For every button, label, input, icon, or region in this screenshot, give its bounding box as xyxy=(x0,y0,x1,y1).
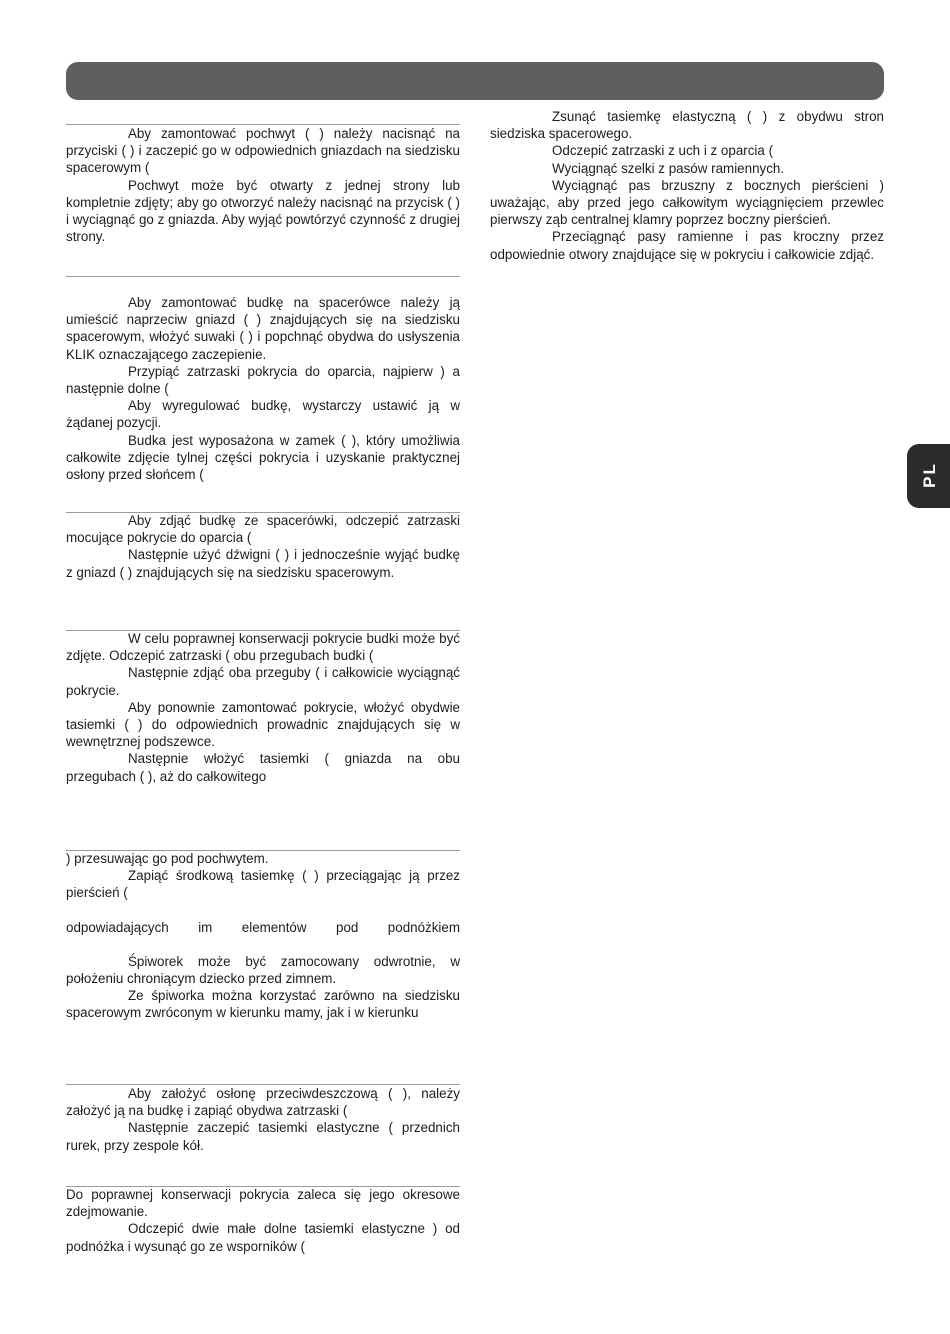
paragraph: Aby zamontować pochwyt ( ) należy nacisnąć na przyciski ( ) i zaczepić go w odpowiednich gniazdach na siedzisku spacerowym ( xyxy=(66,126,460,176)
paragraph: Do poprawnej konserwacji pokrycia zaleca się jego okresowe zdejmowanie. xyxy=(66,1187,460,1220)
paragraph: Aby wyregulować budkę, wystarczy ustawić ją w żądanej pozycji. xyxy=(66,398,460,431)
section-handlebar xyxy=(66,125,460,245)
paragraph: Przeciągnąć pasy ramienne i pas kroczny przez odpowiednie otwory znajdujące się w pokryciu i całkowicie zdjąć. xyxy=(490,229,884,262)
paragraph: Aby zamontować budkę na spacerówce należy ją umieścić naprzeciw gniazd ( ) znajdujących się na siedzisku spacerowym, włożyć suwaki ( ) i popchnąć obydwa do usłyszenia KLIK oznaczającego zaczepienie. xyxy=(66,295,460,362)
section-seat-cover-continued xyxy=(490,108,884,263)
blank-line xyxy=(66,902,460,919)
paragraph: ) przesuwając go pod pochwytem. xyxy=(66,851,269,866)
paragraph: Następnie użyć dźwigni ( ) i jednocześnie wyjąć budkę z gniazd ( ) znajdujących się na siedzisku spacerowym. xyxy=(66,547,460,580)
paragraph: Następnie włożyć tasiemki ( gniazda na obu przegubach ( ), aż do całkowitego xyxy=(66,751,460,784)
paragraph: Aby założyć osłonę przeciwdeszczową ( ), należy założyć ją na budkę i zapiąć obydwa zatrzaski ( xyxy=(66,1086,460,1119)
paragraph: Odczepić dwie małe dolne tasiemki elastyczne ) od podnóżka i wysunąć go ze wsporników ( xyxy=(66,1221,460,1254)
paragraph: Przypiąć zatrzaski pokrycia do oparcia, najpierw ) a następnie dolne ( xyxy=(66,363,460,397)
language-tab-label: PL xyxy=(920,462,939,488)
section-hood-mount xyxy=(66,294,460,483)
paragraph: odpowiadających im elementów pod podnóżkiem xyxy=(66,919,460,935)
paragraph: Następnie zaczepić tasiemki elastyczne ( przednich rurek, przy zespole kół. xyxy=(66,1120,460,1153)
paragraph: Budka jest wyposażona w zamek ( ), który umożliwia całkowite zdjęcie tylnej części pokrycia i uzyskanie praktycznej osłony przed słońcem ( xyxy=(66,432,460,483)
section-hood-cover xyxy=(66,630,460,785)
paragraph: Odczepić zatrzaski z uch i z oparcia ( xyxy=(552,143,774,159)
section-divider xyxy=(66,276,460,277)
paragraph: Zapiąć środkową tasiemkę ( ) przeciągając ją przez pierścień ( xyxy=(66,868,460,901)
paragraph: Wyciągnąć pas brzuszny z bocznych pierścieni ) uważając, aby przed jego całkowitym wyciągnięciem przewlec pierwszy ząb centralnej klamry poprzez boczny pierścień. xyxy=(490,177,884,228)
section-seat-cover xyxy=(66,1186,460,1255)
paragraph: Zsunąć tasiemkę elastyczną ( ) z obydwu stron siedziska spacerowego. xyxy=(490,109,884,142)
header-bar xyxy=(66,62,884,100)
paragraph: W celu poprawnej konserwacji pokrycie budki może być zdjęte. Odczepić zatrzaski ( obu przegubach budki ( xyxy=(66,631,460,664)
language-tab xyxy=(907,444,950,508)
blank-line xyxy=(66,936,460,953)
paragraph: Następnie zdjąć oba przeguby ( i całkowicie wyciągnąć pokrycie. xyxy=(66,665,460,698)
paragraph: Wyciągnąć szelki z pasów ramiennych. xyxy=(552,160,785,176)
paragraph: Ze śpiworka można korzystać zarówno na siedzisku spacerowym zwróconym w kierunku mamy, jak i w kierunku xyxy=(66,988,460,1021)
paragraph: Pochwyt może być otwarty z jednej strony lub kompletnie zdjęty; aby go otworzyć należy nacisnąć na przycisk ( ) i wyciągnąć go z gniazda. Aby wyjąć powtórzyć czynność z drugiej strony. xyxy=(66,177,460,245)
paragraph: Śpiworek może być zamocowany odwrotnie, w położeniu chroniącym dziecko przed zimnem. xyxy=(66,953,460,987)
section-footmuff xyxy=(66,850,460,1022)
section-hood-remove xyxy=(66,512,460,581)
paragraph: Aby ponownie zamontować pokrycie, włożyć obydwie tasiemki ( ) do odpowiednich prowadnic znajdujących się w wewnętrznej podszewce. xyxy=(66,699,460,750)
paragraph: Aby zdjąć budkę ze spacerówki, odczepić zatrzaski mocujące pokrycie do oparcia ( xyxy=(66,513,460,546)
section-rain-cover xyxy=(66,1085,460,1154)
